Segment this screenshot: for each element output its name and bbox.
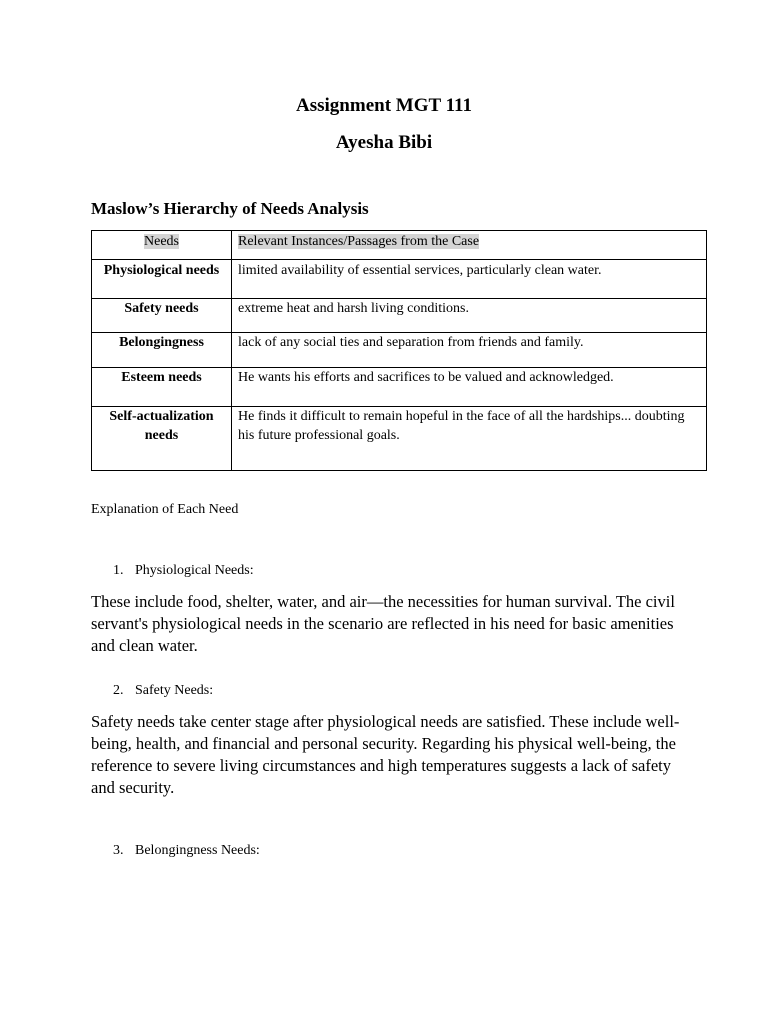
instance-cell: He finds it difficult to remain hopeful in the face of all the hardships... doubting his future professional goals. — [232, 407, 707, 471]
paragraph: These include food, shelter, water, and air—the necessities for human survival. The civil servant's physiological needs in the scenario are reflected in his need for basic amenities and clean water. — [91, 592, 675, 655]
need-cell: Esteem needs — [92, 368, 232, 407]
instance-cell: extreme heat and harsh living conditions. — [232, 299, 707, 333]
author-name: Ayesha Bibi — [335, 132, 433, 153]
table-row — [92, 407, 707, 471]
list-label: Physiological Needs: — [135, 563, 254, 578]
table-header-cell — [92, 231, 232, 260]
list-label: Belongingness Needs: — [135, 843, 260, 858]
list-item — [113, 562, 254, 580]
need-cell: Self-actualization needs — [92, 407, 232, 471]
needs-table — [91, 230, 707, 471]
list-number: 2. — [113, 683, 124, 698]
list-item — [113, 842, 260, 860]
need-cell: Physiological needs — [92, 260, 232, 299]
table-row — [92, 333, 707, 368]
section-heading: Maslow’s Hierarchy of Needs Analysis — [91, 199, 369, 218]
table-row — [92, 260, 707, 299]
table-header-instances: Relevant Instances/Passages from the Case — [238, 234, 480, 249]
list-number: 1. — [113, 563, 124, 578]
list-number: 3. — [113, 843, 124, 858]
need-cell: Safety needs — [92, 299, 232, 333]
table-row — [92, 368, 707, 407]
table-header-row — [92, 231, 707, 260]
explanation-heading: Explanation of Each Need — [91, 502, 239, 517]
table-header-cell — [232, 231, 707, 260]
instance-cell: He wants his efforts and sacrifices to be valued and acknowledged. — [232, 368, 707, 407]
paragraph: Safety needs take center stage after physiological needs are satisfied. These include well-being, health, and financial and personal security. Regarding his physical well-being, the reference to severe living circumstances and high temperatures suggests a lack of safety and security. — [91, 712, 680, 797]
instance-cell: limited availability of essential services, particularly clean water. — [232, 260, 707, 299]
need-cell: Belongingness — [92, 333, 232, 368]
list-item — [113, 682, 213, 700]
instance-cell: lack of any social ties and separation from friends and family. — [232, 333, 707, 368]
table-header-needs: Needs — [144, 234, 179, 249]
list-label: Safety Needs: — [135, 683, 214, 698]
table-row — [92, 299, 707, 333]
document-title: Assignment MGT 111 — [296, 95, 472, 116]
